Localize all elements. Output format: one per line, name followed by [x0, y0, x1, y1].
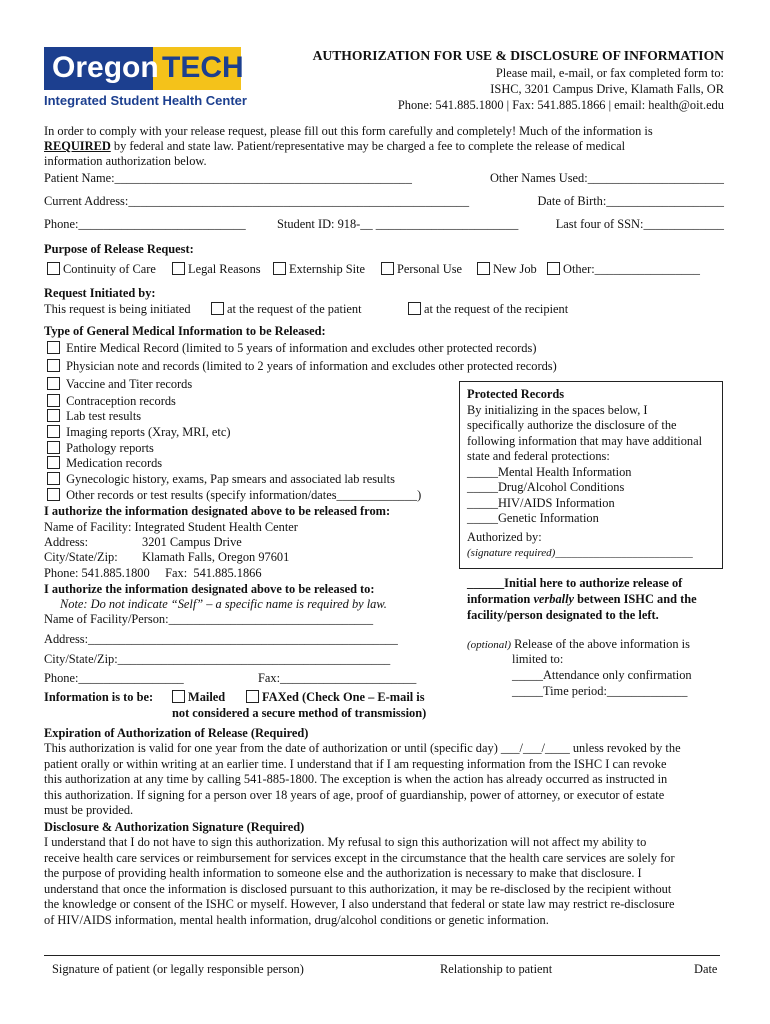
purpose-other[interactable] [547, 262, 700, 277]
general-item-label: Gynecologic history, exams, Pap smears and associated lab results [66, 472, 395, 486]
disclosure-line: the purpose of providing health information to someone else and the authorization is necessary to make that disclosure. I [44, 866, 642, 880]
general-item[interactable] [47, 456, 162, 471]
general-item[interactable] [47, 341, 536, 356]
authorized-by-label: Authorized by: [467, 530, 542, 544]
general-item[interactable] [47, 359, 557, 374]
checkbox[interactable] [47, 377, 60, 390]
protected-item[interactable]: _____HIV/AIDS Information [467, 496, 615, 510]
send-faxed[interactable] [246, 690, 425, 705]
send-faxed-note: not considered a secure method of transmission) [172, 706, 427, 720]
intro-line-3: information authorization below. [44, 154, 207, 168]
protected-text-4: state and federal protections: [467, 449, 610, 463]
general-item-label: Other records or test results (specify information/dates_____________) [66, 488, 422, 502]
verbal-text: information [467, 592, 534, 606]
ssn-field[interactable]: Last four of SSN:_____________ [555, 217, 724, 231]
initiated-patient[interactable] [211, 302, 362, 317]
intro-line-2 [44, 139, 625, 154]
checkbox[interactable] [477, 262, 490, 275]
verbal-initial-field[interactable]: ______Initial here to authorize release of [467, 576, 683, 590]
optional-line-2: limited to: [512, 652, 564, 666]
attendance-only-field[interactable]: _____Attendance only confirmation [512, 668, 692, 682]
optional-line-1 [467, 637, 690, 653]
protected-item[interactable]: _____Genetic Information [467, 511, 599, 525]
purpose-continuity[interactable] [47, 262, 156, 277]
other-names-field[interactable]: Other Names Used:______________________ [489, 171, 724, 185]
optional-text: Release of the above information is [511, 637, 690, 651]
protected-text-3: following information that may have additional [467, 434, 703, 448]
protected-text-2: specifically authorize the disclosure of the [467, 418, 677, 432]
to-phone-field[interactable]: Phone:_________________ [44, 671, 184, 685]
general-item-label: Imaging reports (Xray, MRI, etc) [66, 425, 231, 439]
purpose-legal[interactable] [172, 262, 261, 277]
header-line-2: ISHC, 3201 Campus Drive, Klamath Falls, OR [490, 82, 724, 96]
send-faxed-label: FAXed (Check One – E-mail is [262, 690, 425, 704]
header-contact: Phone: 541.885.1800 | Fax: 541.885.1866 | email: health@oit.edu [397, 98, 724, 112]
to-fax-field[interactable]: Fax:______________________ [258, 671, 417, 685]
general-item[interactable] [47, 394, 176, 409]
checkbox[interactable] [47, 359, 60, 372]
checkbox[interactable] [246, 690, 259, 703]
verbal-text: between ISHC and the [574, 592, 697, 606]
intro-line-1: In order to comply with your release request, please fill out this form carefully and completely! Much of the information is [44, 124, 653, 138]
initiated-recipient-label: at the request of the recipient [424, 302, 569, 316]
authorized-signature-field[interactable]: (signature required)_________________________ [467, 547, 693, 559]
general-item-label: Lab test results [66, 409, 142, 423]
to-city-field[interactable]: City/State/Zip:____________________________________________ [44, 652, 391, 666]
expiration-line: this authorization. If signing for a person over 18 years of age, proof of guardianship, power of attorney, or executor of estate [44, 788, 665, 802]
general-item[interactable] [47, 377, 192, 392]
purpose-label: Continuity of Care [63, 262, 156, 276]
expiration-line: This authorization is valid for one year from the date of authorization or until (specific day) ___/___/____ unless revoked by the [44, 741, 681, 755]
verbal-line-2 [467, 592, 697, 607]
general-item[interactable] [47, 409, 141, 424]
general-item[interactable] [47, 488, 421, 503]
signature-line[interactable] [44, 955, 720, 956]
general-item[interactable] [47, 425, 230, 440]
checkbox[interactable] [47, 425, 60, 438]
checkbox[interactable] [273, 262, 286, 275]
from-facility: Name of Facility: Integrated Student Health Center [44, 520, 298, 534]
general-item-label: Medication records [66, 456, 163, 470]
general-item[interactable] [47, 472, 395, 487]
disclosure-line: receive health care services or reimbursement for services except in the circumstance that the health care services are solely for [44, 851, 675, 865]
checkbox[interactable] [47, 409, 60, 422]
checkbox[interactable] [47, 488, 60, 501]
expiration-heading: Expiration of Authorization of Release (Required) [44, 726, 309, 740]
protected-heading: Protected Records [467, 387, 565, 401]
checkbox[interactable] [547, 262, 560, 275]
intro-line-2-text: by federal and state law. Patient/representative may be charged a fee to complete the release of medical [110, 139, 626, 153]
purpose-new-job[interactable] [477, 262, 537, 277]
protected-item[interactable]: _____Drug/Alcohol Conditions [467, 480, 625, 494]
relationship-label: Relationship to patient [440, 962, 553, 976]
purpose-label: Externship Site [289, 262, 366, 276]
student-id-field[interactable]: Student ID: 918-__ _______________________ [277, 217, 519, 231]
released-from-heading: I authorize the information designated above to be released from: [44, 504, 391, 518]
general-item-label: Vaccine and Titer records [65, 377, 193, 391]
expiration-line: must be provided. [44, 803, 134, 817]
logo-word-tech: TECH [162, 51, 244, 84]
required-emphasis: REQUIRED [44, 139, 111, 153]
checkbox[interactable] [47, 472, 60, 485]
checkbox[interactable] [47, 456, 60, 469]
purpose-personal[interactable] [381, 262, 462, 277]
form-title: AUTHORIZATION FOR USE & DISCLOSURE OF INFORMATION [312, 48, 724, 63]
purpose-label: New Job [493, 262, 537, 276]
checkbox[interactable] [47, 341, 60, 354]
disclosure-line: understand that once the information is disclosed pursuant to this authorization, it may be re-disclosed by the recipient without [44, 882, 672, 896]
verbal-line-3: facility/person designated to the left. [467, 608, 659, 622]
checkbox[interactable] [211, 302, 224, 315]
to-facility-field[interactable]: Name of Facility/Person:_________________________________ [44, 612, 374, 626]
time-period-field[interactable]: _____Time period:_____________ [512, 684, 688, 698]
current-address-field[interactable]: Current Address:_______________________________________________________ [44, 194, 470, 208]
general-item-label: Pathology reports [66, 441, 154, 455]
from-city-value: Klamath Falls, Oregon 97601 [142, 550, 290, 564]
initiated-heading: Request Initiated by: [44, 286, 156, 300]
protected-item[interactable]: _____Mental Health Information [467, 465, 632, 479]
checkbox[interactable] [172, 690, 185, 703]
logo-word-oregon: Oregon [52, 51, 159, 84]
initiated-patient-label: at the request of the patient [227, 302, 362, 316]
send-method-label: Information is to be: [44, 690, 154, 704]
expiration-line: this authorization at any time by calling 541-885-1800. The exception is when the action has already occurred as instructed in [44, 772, 668, 786]
general-item-label: Entire Medical Record (limited to 5 years of information and excludes other protected records) [66, 341, 537, 355]
general-heading: Type of General Medical Information to be Released: [44, 324, 326, 338]
expiration-line: patient orally or within writing at an earlier time. I understand that if I am requesting information from the ISHC I can revoke [44, 757, 667, 771]
dob-field[interactable]: Date of Birth:___________________ [537, 194, 724, 208]
checkbox[interactable] [47, 262, 60, 275]
initiated-label: This request is being initiated [44, 302, 191, 316]
checkbox[interactable] [47, 394, 60, 407]
purpose-label: Other:_________________ [563, 262, 700, 276]
from-phone: Phone: 541.885.1800 Fax: 541.885.1866 [44, 566, 262, 580]
to-address-field[interactable]: Address:__________________________________________________ [44, 632, 398, 646]
self-note: Note: Do not indicate “Self” – a specific name is required by law. [60, 597, 387, 611]
released-to-heading: I authorize the information designated above to be released to: [44, 582, 375, 596]
verbal-emphasis: verbally [533, 592, 575, 606]
general-item-label: Contraception records [66, 394, 176, 408]
disclosure-line: of HIV/AIDS information, mental health information, drug/alcohol conditions or genetic information. [44, 913, 549, 927]
disclosure-line: I understand that I do not have to sign this authorization. My refusal to sign this authorization will not affect my ability to [44, 835, 647, 849]
purpose-label: Legal Reasons [188, 262, 261, 276]
purpose-label: Personal Use [397, 262, 463, 276]
general-item[interactable] [47, 441, 154, 456]
header-line-1: Please mail, e-mail, or fax completed form to: [495, 66, 724, 80]
send-mailed[interactable] [172, 690, 225, 705]
purpose-externship[interactable] [273, 262, 365, 277]
checkbox[interactable] [408, 302, 421, 315]
initiated-recipient[interactable] [408, 302, 568, 317]
from-city-label: City/State/Zip: [44, 550, 118, 564]
send-mailed-label: Mailed [188, 690, 226, 704]
from-address-value: 3201 Campus Drive [142, 535, 242, 549]
checkbox[interactable] [172, 262, 185, 275]
protected-text-1: By initializing in the spaces below, I [467, 403, 648, 417]
disclosure-line: the knowledge or consent of the ISHC or myself. However, I also understand that federal or state law may restrict re-disclosure [44, 897, 675, 911]
optional-tag: (optional) [467, 639, 511, 651]
phone-field[interactable]: Phone:___________________________ [44, 217, 246, 231]
purpose-heading: Purpose of Release Request: [44, 242, 194, 256]
patient-name-field[interactable]: Patient Name:________________________________________________ [44, 171, 412, 185]
from-address-label: Address: [44, 535, 89, 549]
patient-signature-label: Signature of patient (or legally responsible person) [52, 962, 304, 976]
general-item-label: Physician note and records (limited to 2 years of information and excludes other protected records) [66, 359, 557, 373]
disclosure-heading: Disclosure & Authorization Signature (Required) [44, 820, 305, 834]
checkbox[interactable] [381, 262, 394, 275]
checkbox[interactable] [47, 441, 60, 454]
logo-subtitle: Integrated Student Health Center [44, 93, 247, 108]
date-label: Date [694, 962, 718, 976]
